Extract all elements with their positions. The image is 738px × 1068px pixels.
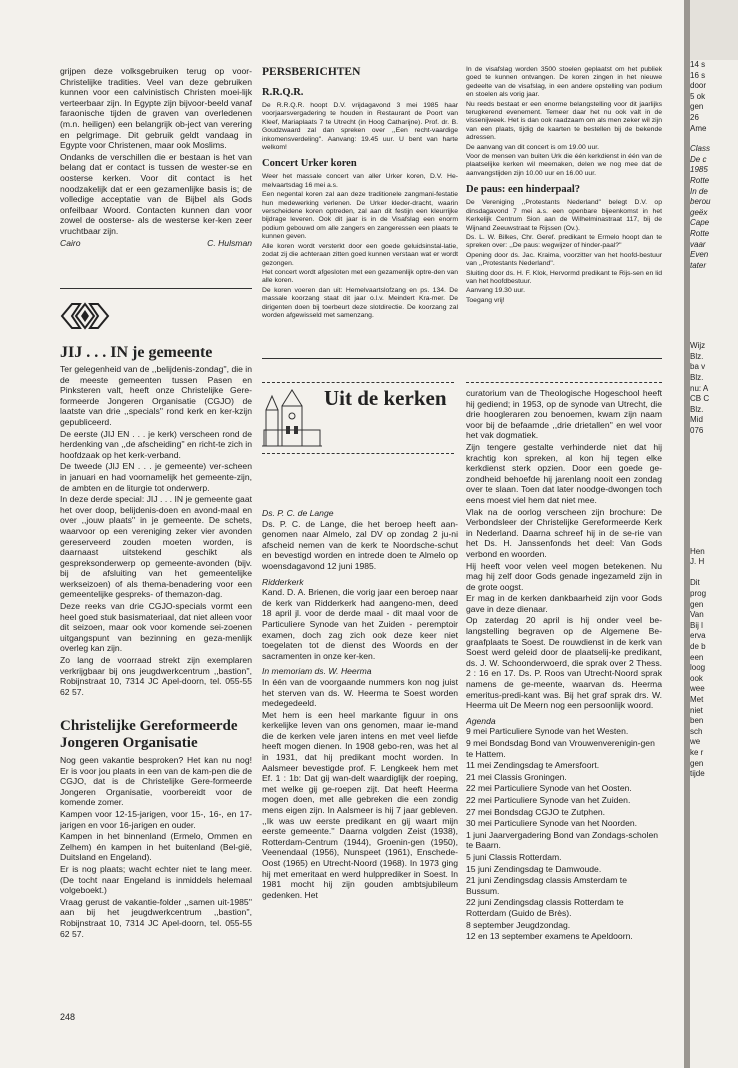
cgjo-section — [60, 718, 252, 1004]
cgjo-title: Christelijke Gereformeerde Jongeren Organisatie — [60, 718, 238, 751]
ridderkerk-text: Kand. D. A. Brienen, die vorig jaar een beroep naar de kerk van Ridderkerk had aangeno-men, deed 18 april jl. voor de derde maal - dit maal voor de Particuliere Synode van het Zuiden - peremptoir examen, doch zag zich ook deze keer niet toegelaten tot de dienst des Woords en der sacramenten in onze ker-ken. — [262, 587, 458, 661]
strip-line: 26 — [690, 112, 699, 122]
strip-line: Van — [690, 610, 704, 620]
paragraph: Op zaterdag 20 april is hij onder veel be-langstelling begraven op de Algemene Be-graafplaats te Soest. De rouwdienst in de kerk van Soest werd geleid door de plaatselij-ke predikant, ds. J. W. Schoonderwoerd, die sprak over 2 Thess. 2 : 16 en 17. Ds. P. Roos van Utrecht-Noord sprak namens de ge-meente, waarvan ds. Heerma emeritus-predi-kant was. Bij het graf sprak drs. W. Heerma uit De Meern nog een persoonlijk woord. — [466, 615, 662, 711]
paragraph: curatorium van de Theologische Hogeschool heeft hij gediend; in 1953, op de synode van Utrecht, die drie hoogleraren zou benoemen, kwam zijn naam voor bij de befaamde ,,drie drietallen'' en wel voor het vak dogmatiek. — [466, 388, 662, 441]
paragraph: Vraag gerust de vakantie-folder ,,samen uit-1985'' aan bij het jeugdwerkcentrum ,,bastion'', Robijnstraat 10, 7314 JC Apel-doorn, tel. 055-55 62 57. — [60, 896, 252, 939]
paragraph: In één van de voorgaande nummers kon nog juist het sterven van ds. W. Heerma te Soest worden medegedeeld. — [262, 676, 458, 709]
paragraph: De koren voeren dan uit: Hemelvaartslofzang en ps. 134. De massale koorzang staat dit jaar o.l.v. Meindert Kra-mer. De dirigenten doen bij toerbeurt deze slotdirectie. De koorzang zal worden afgewisseld met samenzang. — [262, 286, 458, 319]
strip-line: ben — [690, 716, 704, 726]
paragraph: Vlak na de oorlog verscheen zijn brochure: De Verbondsleer der Christelijke Gereformeerde Kerk in Nederland. Daarna schreef hij in de se-rie van het Ds. H. Janssenfonds het deel: Van Gods verbond en woorden. — [466, 506, 662, 559]
agenda-item: 11 mei Zendingsdag te Amersfoort. — [466, 760, 600, 771]
strip-line: loog — [690, 663, 706, 673]
jij-title: JIJ . . . IN je gemeente — [60, 344, 213, 361]
signature-author: C. Hulsman — [207, 237, 252, 248]
paragraph: Weer het massale concert van aller Urker koren, D.V. He-melvaartsdag 16 mei a.s. — [262, 173, 458, 189]
agenda-item: 12 en 13 september examens te Apeldoorn. — [466, 931, 633, 942]
paragraph: Kampen in het binnenland (Ermelo, Ommen en Zelhem) én kampen in het buitenland (Bel-gië, Duitsland en Engeland). — [60, 831, 252, 863]
strip-line: Blz. — [690, 351, 704, 361]
strip-line: Mid — [690, 415, 703, 425]
agenda-item: 5 juni Classis Rotterdam. — [466, 851, 562, 862]
col3-bottom-text — [466, 388, 662, 711]
signature — [60, 238, 252, 248]
agenda-item: 9 mei Particuliere Synode van het Westen. — [466, 726, 629, 737]
column-1-top — [60, 66, 252, 264]
strip-line: Rotte — [690, 175, 710, 185]
strip-line: Even — [690, 250, 709, 260]
persberichten-section — [262, 66, 458, 352]
strip-line: tater — [690, 260, 707, 270]
paragraph: Er mag in de kerken dankbaarheid zijn voor Gods gave in deze dienaar. — [466, 593, 662, 614]
strip-line: geëx — [690, 207, 708, 217]
uit-de-kerken-title: Uit de kerken — [324, 386, 447, 410]
strip-line: De c — [690, 154, 707, 164]
signature-place: Cairo — [60, 237, 81, 248]
strip-block-b — [690, 144, 738, 271]
next-page-strip — [690, 60, 738, 1068]
koren-title: Concert Urker koren — [262, 158, 357, 170]
agenda-item: 9 mei Bondsdag Bond van Vrouwenverenigin-gen te Hattem. — [466, 738, 655, 759]
strip-line: berou — [690, 197, 711, 207]
banner-bottom-dash — [262, 453, 454, 454]
strip-line: In de — [690, 186, 708, 196]
page-number: 248 — [60, 1012, 76, 1022]
strip-line: gen — [690, 599, 704, 609]
paus-text — [466, 199, 662, 305]
strip-line: Met — [690, 694, 704, 704]
paragraph: De tweede (JIJ EN . . . je gemeente) ver-scheen in januari en had voornamelijk het gemeente-zijn, de ambten en de liturgie tot onderwerp. — [60, 461, 252, 493]
strip-line: 1985 — [690, 165, 708, 175]
strip-block-c — [690, 341, 738, 436]
strip-line: ba v — [690, 362, 706, 372]
strip-line: we — [690, 737, 701, 747]
rqr-title: R.R.Q.R. — [262, 87, 304, 98]
agenda-item: 1 juni Jaarvergadering Bond van Zondags-scholen te Baarn. — [466, 829, 659, 851]
paragraph: Opening door ds. Jac. Kraima, voorzitter van het hoofd-bestuur van ,,Protestants Nederland''. — [466, 251, 662, 268]
strip-block-d — [690, 547, 738, 780]
column-3-bottom — [466, 388, 662, 1008]
agenda-item: 30 mei Particuliere Synode van het Noorden. — [466, 818, 638, 829]
col3-top-dash — [466, 382, 662, 383]
paragraph: Ds. L. W. Bilkes, Chr. Geref. predikant te Ermelo hoopt dan te spreken over: ,,De paus: wegwijzer of hinder-paal?'' — [466, 233, 662, 250]
strip-line: Wijz — [690, 341, 706, 351]
paragraph: De aanvang van dit concert is om 19.00 uur. — [466, 143, 599, 151]
cgjo-text — [60, 755, 252, 939]
paragraph: Zo lang de voorraad strekt zijn exemplaren verkrijgbaar bij ons jeugdwerkcentrum ,,bastion'', Robijnstraat 10, 7314 JC Apel-doorn, tel. 055-55 62 57. — [60, 655, 252, 697]
paragraph: grijpen deze volksgebruiken terug op voor-Christelijke tradities. Veel van deze gebruiken kunnen voor een calvinistisch Christen moei-lijk verteerbaar zijn. In Egypte zijn bijvoor-beeld vanaf faraonische tijden de graven van overledenen (m.n. heiligen) een belangrijk ob-ject van verering en pelgrimage. Dit gebruik geldt vandaag in Egypte voor Christenen, maar ook Moslims. — [60, 66, 252, 151]
strip-line: Class — [690, 144, 711, 154]
strip-block-a — [690, 60, 738, 134]
paragraph: Ter gelegenheid van de ,,belijdenis-zondag'', die in de meeste gemeenten tussen Pasen en Pinksteren valt, heeft onze Christelijke Gere-formeerde Jongeren Organisatie (CGJO) de laatste van drie ,,specials'' rond kerk en ker-kzijn gepubliceerd. — [60, 364, 252, 427]
agenda-item: 21 juni Zendingsdag classis Amsterdam te Bussum. — [466, 875, 627, 896]
uit-de-kerken-section — [262, 508, 458, 1008]
paragraph: Met hem is een heel markante figuur in ons kerkelijke leven van ons genomen, maar ie-mand die de kerken vele jaren intens en met veel liefde heeft mogen dienen. In 1908 gebo-ren, was het al in 1931, dat hij predikant mocht worden. In Aalsmeer bevestigde prof. F. Lengkeek hem met Ef. 1 : 1b: Dat gij wan-delt waardiglijk der roeping, met welke gij ge-roepen zijt. Dat heeft Heerma mogen doen, met alle gebreken die een zondig mens eigen zijn. In Aalsmeer is hij 7 jaar gebleven. ,,Ik was uw eerste predikant en gij waart mijn eerste gemeente.'' Daarna volgden Zeist (1938), Rotterdam-Centrum (1944), Groenin-gen (1950), Veenendaal (1956), Nunspeet (1961), Enschede-Oost (1965) en Utrecht-Noord (1968). In 1973 ging hij met emeritaat en werd hulpprediker in Soest. In 1981 mocht hij zijn gouden ambtsjubileum gedenken. Het — [262, 709, 458, 900]
paragraph: Deze reeks van drie CGJO-specials vormt een heel goed stuk basismateriaal, dat niet alleen voor dit seizoen, maar ook voor komende sei-zoenen uitgangspunt van bezinning en geza-menlijk overleg kan zijn. — [60, 601, 252, 654]
strip-line: gen — [690, 102, 704, 112]
jij-text — [60, 364, 252, 697]
paragraph: Een negental koren zal aan deze traditionele zangmani-festatie hun medewerking verlenen. De Urker kleder-dracht, waarin verscheidene koren optreden, zal aan dit festijn een kleurrijke bijdrage leveren. Ook dit jaar is in de Visafslag een enorm podium gebouwd om alle zangers en zangeressen een plaats te kunnen geven. — [262, 191, 458, 241]
agenda-item: 22 mei Particuliere Synode van het Oosten. — [466, 783, 632, 794]
strip-line — [690, 568, 738, 579]
strip-line: 14 s — [690, 60, 706, 69]
paragraph: De eerste (JIJ EN . . . je kerk) verscheen rond de herdenking van ,,de afscheiding'' en richt-te zich in hoofdzaak op het kerk-verband. — [60, 428, 252, 460]
strip-line: de b — [690, 641, 706, 651]
strip-line: Blz. — [690, 373, 704, 383]
strip-line: niet — [690, 705, 703, 715]
strip-line: gen — [690, 758, 704, 768]
delange-text: Ds. P. C. de Lange, die het beroep heeft aan-genomen naar Almelo, zal DV op zondag 2 ju-ni afscheid nemen van de kerk te Noordsche-schut en bevestigd worden en intrede doen te Almelo op woensdagavond 12 juni 1985. — [262, 518, 458, 571]
paus-title: De paus: een hinderpaal? — [466, 184, 581, 196]
strip-line: erva — [690, 631, 706, 641]
delange-label: Ds. P. C. de Lange — [262, 508, 334, 518]
paragraph: Hij heeft voor velen veel mogen betekenen. Nu mag hij zelf door Gods genade ingezameld zijn in de grote oogst. — [466, 560, 662, 592]
paragraph: Ondanks de verschillen die er bestaan is het van belang dat er contact is tussen de wester-se en oosterse kerken. Voor dit contact is het noodzakelijk dat er een gezamenlijke basis is; de volledige acceptatie van de Bijbel als Gods onfeilbaar Woord. Contacten kunnen dan voor zowel de oosterse- als de westerse ker-ken zeer vruchtbaar zijn. — [60, 151, 252, 236]
memoriam-text — [262, 677, 458, 900]
ridderkerk-label: Ridderkerk — [262, 576, 304, 587]
paragraph: Zijn tengere gestalte verhinderde niet dat hij krachtig kon spreken, al kon hij tegen elke kerkdienst sterk opzien. Door een goede ge-zondheid behoefde hij jarenlang nooit een zondag over te slaan. Toen dat later noodge-dwongen toch eens moest viel hem dat niet mee. — [466, 441, 662, 505]
col3-top-text — [466, 66, 662, 178]
paragraph: De Vereniging ,,Protestants Nederland'' belegt D.V. op dinsdagavond 7 mei a.s. een openbare bijeenkomst in het Kerkelijk Centrum Sion aan de Wilhelminastraat 117, bij de Wijnand Zeeuwstraat te Rijssen (Ov.). — [466, 199, 662, 232]
memoriam-label: In memoriam ds. W. Heerma — [262, 666, 372, 677]
rqr-text: De R.R.Q.R. hoopt D.V. vrijdagavond 3 mei 1985 haar voorjaarsvergadering te houden in Restaurant de Poort van Kleef, Mariaplaats 7 te Utrecht (in Hoog Catharijne). Prof. dr. B. Goudzwaard zal dan spreken over ,,Een recht-vaardige inkomensverdeling''. Aanvang: 19.45 uur. U bent van harte welkom! — [262, 102, 458, 152]
paragraph: Sluiting door ds. H. F. Klok, Hervormd predikant te Rijs-sen en lid van het hoofdbestuur. — [466, 269, 662, 285]
agenda-item: 8 september Jeugdzondag. — [466, 919, 571, 930]
paragraph: In deze derde special: JIJ . . . IN je gemeente gaat het over doop, belijdenis-doen en avond-maal en over ,,jouw plaats'' in je gemeente. De schets, waarvoor op een vereniging zeker vier avonden gereserveerd zouden moeten worden, is daarnaast uitstekend geschikt als gespreksonderwerp op gemeente-avonden (bijv. bij de afsluiting van het gemeentelijke werkseizoen) of als thema-benadering voor een gemeentelijke gespreks- of themazon-dag. — [60, 494, 252, 600]
cgjo-logo-icon — [60, 298, 110, 334]
strip-line: 16 s — [690, 70, 706, 80]
paragraph: Nu reeds bestaat er een enorme belangstelling voor dit jaarlijks terugkerend evenement. Temeer daar het nu ook valt in de vissenijweek. Het is dan ook raadzaam om als men zeker wil zijn van een plaats, tijdig de kaarten te bestellen bij de bekende adressen. — [466, 100, 662, 142]
strip-line: Ame — [690, 123, 707, 133]
section-divider — [262, 358, 662, 359]
koren-text — [262, 173, 458, 320]
strip-line: CB C — [690, 394, 710, 404]
strip-line: Bij l — [690, 620, 703, 630]
agenda-item: 27 mei Bondsdag CGJO te Zutphen. — [466, 806, 606, 817]
agenda-label: Agenda — [466, 715, 496, 726]
paragraph: Aanvang 19.30 uur. — [466, 287, 525, 295]
strip-line: Hen — [690, 546, 705, 556]
paragraph: In de visafslag worden 3500 stoelen geplaatst om het publiek goed te kunnen ontvangen. De koren zingen in het nieuwe gedeelte van de visafslag, in een andere opstelling van podium en stoelen als vorig jaar. — [466, 66, 662, 99]
divider — [60, 288, 252, 289]
paragraph: Voor de mensen van buiten Urk die één kerkdienst in één van de plaatselijke kerken wil meemaken, delen we nog mee dat de aanvangstijden zijn 10.00 uur en 16.00 uur. — [466, 153, 662, 177]
strip-line: ook — [690, 673, 703, 683]
strip-line: Blz. — [690, 404, 704, 414]
col1-top-text — [60, 66, 252, 237]
agenda-list — [466, 726, 662, 941]
persberichten-title: PERSBERICHTEN — [262, 66, 361, 78]
strip-line: door — [690, 81, 707, 91]
agenda-item: 22 mei Particuliere Synode van het Zuiden. — [466, 794, 631, 805]
strip-line: wee — [690, 684, 705, 694]
paragraph: Alle koren wordt versterkt door een goede geluidsinstal-latie, zodat zij die achteraan zitten goed kunnen verstaan wat er wordt gezongen. — [262, 242, 458, 267]
strip-line: 076 — [690, 426, 704, 436]
paragraph: Kampen voor 12-15-jarigen, voor 15-, 16-, en 17-jarigen en voor 16-jarigen en ouder. — [60, 808, 252, 830]
agenda-item: 21 mei Classis Groningen. — [466, 771, 567, 782]
strip-line: 5 ok — [690, 91, 706, 101]
paragraph: Het concert wordt afgesloten met een gezamenlijk optre-den van alle koren. — [262, 268, 458, 285]
strip-line: ke r — [690, 747, 704, 757]
paragraph: Er is nog plaats; wacht echter niet te lang meer. (De tocht naar Engeland is inmiddels helemaal volgeboekt.) — [60, 863, 252, 896]
strip-line: een — [690, 652, 704, 662]
strip-line: vaar — [690, 239, 706, 249]
strip-line: sch — [690, 726, 703, 736]
strip-line: prog — [690, 589, 707, 598]
strip-line: Rotte — [690, 228, 710, 238]
paragraph: Nog geen vakantie besproken? Het kan nu nog! Er is voor jou plaats in een van de kam-pen die de CGJO, dat is de Christelijke Gere-formeerde Jongeren Organisatie, voorbereidt voor de komende zomer. — [60, 755, 252, 808]
strip-line: Cape — [690, 218, 710, 228]
paragraph: Toegang vrij! — [466, 296, 505, 304]
banner-top-dash — [262, 382, 454, 383]
strip-line: Dit — [690, 578, 700, 588]
jij-section — [60, 344, 252, 712]
agenda-item: 15 juni Zendingsdag te Damwoude. — [466, 863, 602, 874]
strip-line: J. H — [690, 557, 705, 567]
strip-line: nu: A — [690, 383, 709, 393]
agenda-item: 22 juni Zendingsdag classis Rotterdam te Rotterdam (Guido de Brès). — [466, 897, 624, 918]
column-3-top — [466, 66, 662, 352]
strip-line: tijde — [690, 769, 705, 779]
